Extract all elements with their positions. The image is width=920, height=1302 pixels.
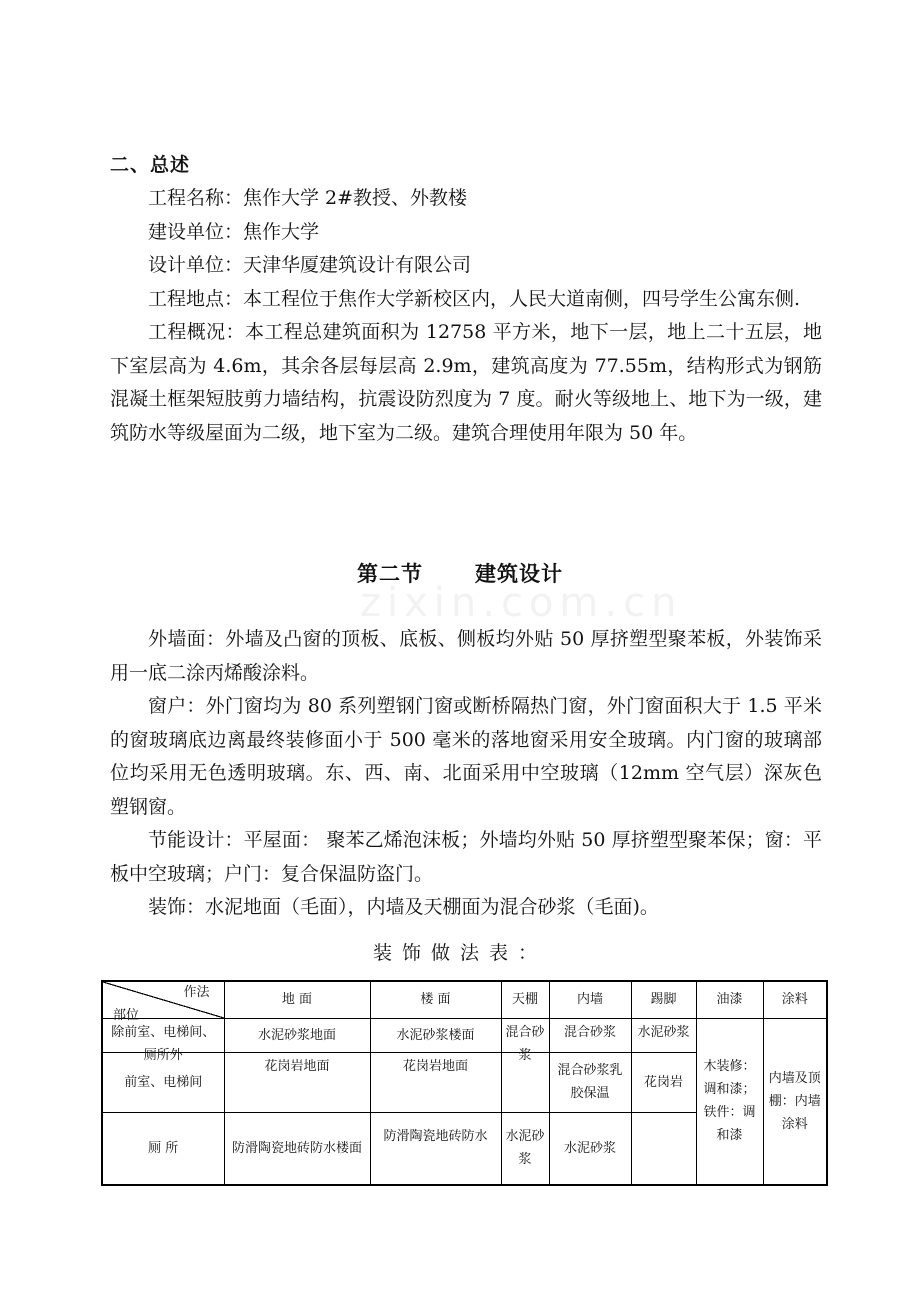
client: 建设单位：焦作大学 bbox=[148, 220, 320, 243]
storey-cell: 防滑陶瓷地砖防水 bbox=[370, 1112, 501, 1185]
design-block bbox=[110, 623, 822, 925]
wall-cell: 水泥砂浆 bbox=[549, 1112, 631, 1185]
table-title: 装饰做法表： bbox=[372, 942, 547, 964]
table-row bbox=[102, 1018, 827, 1052]
part-cell: 除前室、电梯间、厕所外 bbox=[102, 1018, 224, 1052]
header-skirting: 踢脚 bbox=[631, 981, 696, 1018]
energy-design: 节能设计：平屋面： 聚苯乙烯泡沫板；外墙均外贴 50 厚挤塑型聚苯保；窗：平板中空玻璃；户门：复合保温防盗门。 bbox=[110, 829, 822, 885]
part-cell: 前室、电梯间 bbox=[102, 1052, 224, 1112]
table-header-row bbox=[102, 981, 827, 1018]
decoration-table bbox=[101, 980, 828, 1186]
project-name: 工程名称：焦作大学 2#教授、外教楼 bbox=[148, 187, 468, 209]
project-location: 工程地点：本工程位于焦作大学新校区内，人民大道南侧，四号学生公寓东侧. bbox=[148, 287, 801, 310]
wall-cell: 混合砂浆 bbox=[549, 1018, 631, 1052]
wall-cell: 混合砂浆乳胶保温 bbox=[549, 1052, 631, 1112]
decoration: 装饰：水泥地面（毛面），内墙及天棚面为混合砂浆（毛面)。 bbox=[148, 896, 659, 918]
corner-bottom-label: 部位 bbox=[113, 1007, 140, 1023]
coating-cell: 内墙及顶棚：内墙涂料 bbox=[763, 1018, 827, 1185]
paint-cell: 木装修：调和漆；铁件：调和漆 bbox=[696, 1018, 763, 1185]
floor-cell: 防滑陶瓷地砖防水楼面 bbox=[224, 1112, 370, 1185]
ceiling-cell: 混合砂浆 bbox=[501, 1018, 549, 1052]
corner-top-label: 作法 bbox=[183, 985, 210, 1000]
header-storey: 楼 面 bbox=[370, 981, 501, 1018]
header-coating: 涂料 bbox=[763, 981, 827, 1018]
section-heading: 二、总述 bbox=[110, 154, 191, 176]
header-floor: 地 面 bbox=[224, 981, 370, 1018]
storey-cell: 花岗岩地面 bbox=[370, 1052, 501, 1112]
windows: 窗户：外门窗均为 80 系列塑钢门窗或断桥隔热门窗，外门窗面积大于 1.5 平米的窗玻璃底边离最终装修面小于 500 毫米的落地窗采用安全玻璃。内门窗的玻璃部位均采用无色透明玻璃。东、西、南、北面采用中空玻璃（12mm 空气层）深灰色塑钢窗。 bbox=[110, 695, 822, 818]
chapter-number: 第二节 bbox=[357, 562, 423, 586]
watermark: zixin.com.cn bbox=[360, 580, 683, 626]
chapter-title: 建筑设计 bbox=[475, 562, 563, 586]
skirting-cell bbox=[631, 1112, 696, 1185]
corner-cell bbox=[102, 981, 224, 1023]
header-paint: 油漆 bbox=[696, 981, 763, 1018]
ceiling-cell: 水泥砂浆 bbox=[501, 1112, 549, 1185]
storey-cell: 水泥砂浆楼面 bbox=[370, 1018, 501, 1052]
header-wall: 内墙 bbox=[549, 981, 631, 1018]
floor-cell: 花岗岩地面 bbox=[224, 1052, 370, 1112]
header-ceiling: 天棚 bbox=[501, 981, 549, 1018]
design-unit: 设计单位：天津华厦建筑设计有限公司 bbox=[148, 254, 472, 276]
project-overview: 工程概况：本工程总建筑面积为 12758 平方米，地下一层，地上二十五层，地下室层高为 4.6m，其余各层每层高 2.9m，建筑高度为 77.55m，结构形式为钢筋混凝土框架短肢剪力墙结构，抗震设防烈度为 7 度。耐火等级地上、地下为一级，建筑防水等级屋面为二级，地下室为二级。建筑合理使用年限为 50 年。 bbox=[110, 321, 822, 444]
overview-block bbox=[110, 182, 822, 450]
skirting-cell: 花岗岩 bbox=[631, 1052, 696, 1112]
floor-cell: 水泥砂浆地面 bbox=[224, 1018, 370, 1052]
part-cell: 厕 所 bbox=[102, 1112, 224, 1185]
exterior-wall: 外墙面：外墙及凸窗的顶板、底板、侧板均外贴 50 厚挤塑型聚苯板，外装饰采用一底二涂丙烯酸涂料。 bbox=[110, 628, 822, 684]
skirting-cell: 水泥砂浆 bbox=[631, 1018, 696, 1052]
